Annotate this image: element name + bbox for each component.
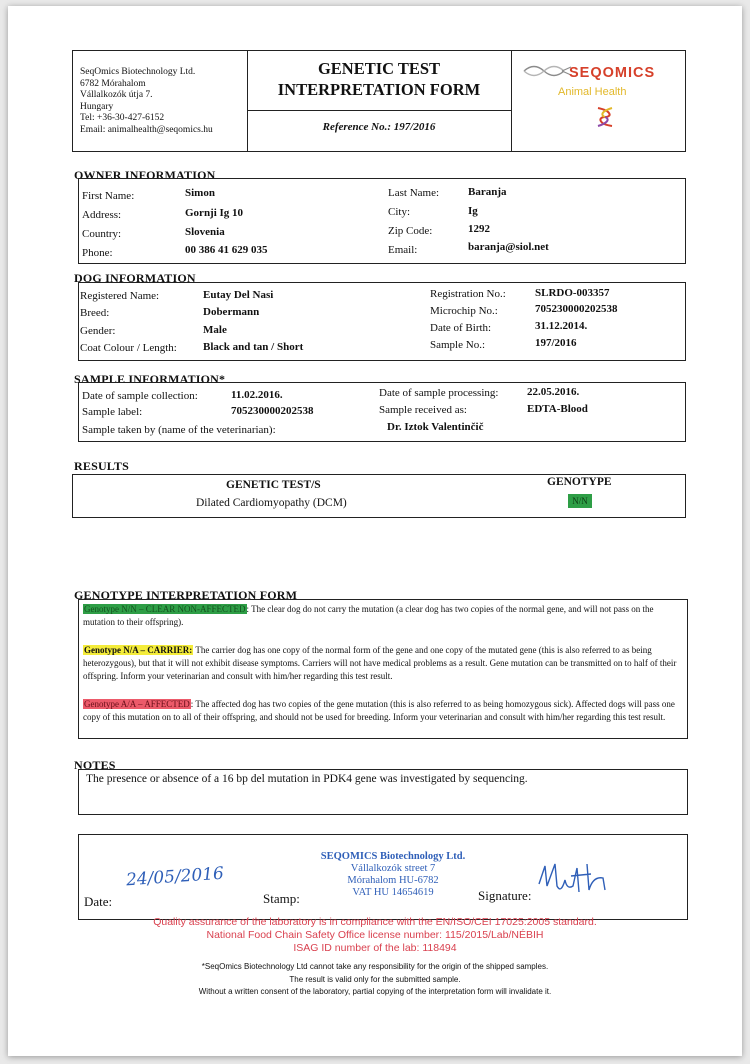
sample-vet: Dr. Iztok Valentinčič xyxy=(387,421,484,433)
form-title xyxy=(247,58,511,100)
sample-received: EDTA-Blood xyxy=(527,403,588,415)
interpretation-clear xyxy=(83,603,683,629)
sample-label: 705230000202538 xyxy=(231,405,314,417)
results-section-title: RESULTS xyxy=(74,459,129,473)
sample-label-label: Sample label: xyxy=(82,406,143,418)
footer-quality xyxy=(48,916,702,955)
dog-gender: Male xyxy=(203,324,227,336)
form-title-line2: INTERPRETATION FORM xyxy=(277,80,481,99)
footer-qa3: ISAG ID number of the lab: 118494 xyxy=(293,942,457,954)
owner-address: Gornji Ig 10 xyxy=(185,207,244,219)
company-name: SeqOmics Biotechnology Ltd. xyxy=(80,67,196,77)
stamp-line1: SEQOMICS Biotechnology Ltd. xyxy=(320,851,466,862)
logo-sub: Animal Health xyxy=(558,86,627,98)
stamp-line3: Mórahalom HU-6782 xyxy=(347,875,439,886)
reference-number: Reference No.: 197/2016 xyxy=(322,121,436,133)
dna-strands-icon xyxy=(522,62,574,80)
clear-genotype-text: : The clear dog do not carry the mutation (a clear dog has two copies of the normal gene, and will not pass on the mutation to their offspring). xyxy=(83,604,654,627)
sample-processing: 22.05.2016. xyxy=(527,386,580,398)
signoff-stamp-label: Stamp: xyxy=(263,891,300,906)
owner-last-name: Baranja xyxy=(468,186,507,198)
stamp-line2: Vállalkozók street 7 xyxy=(350,863,436,874)
owner-zip-label: Zip Code: xyxy=(388,225,433,237)
owner-country: Slovenia xyxy=(185,226,225,238)
header-divider-2 xyxy=(511,50,512,152)
carrier-genotype-tag: Genotype N/A – CARRIER: xyxy=(84,645,193,655)
footer-disclaimer xyxy=(48,961,702,999)
dog-sample-no: 197/2016 xyxy=(535,337,577,349)
company-logo xyxy=(518,58,684,138)
owner-phone: 00 386 41 629 035 xyxy=(185,244,268,256)
sample-collection-label: Date of sample collection: xyxy=(82,390,198,402)
owner-phone-label: Phone: xyxy=(82,247,113,259)
footer-qa1: Quality assurance of the laboratory is in compliance with the EN/ISO/CEI 17025:2005 standard. xyxy=(153,916,597,928)
owner-address-label: Address: xyxy=(82,209,122,221)
dog-microchip: 705230000202538 xyxy=(535,303,618,315)
results-col-genotype: GENOTYPE xyxy=(547,476,612,488)
carrier-genotype-text: The carrier dog has one copy of the normal form of the gene and one copy of the mutated gene (this is also referred to as being heterozygous), but that it will not exhibit disease symptoms. Carriers will not have medical problems as a result. Gene mutation can be transmitted on to half of their offspring. Inform your veterinarian and consult with him/her regarding this test result. xyxy=(83,645,677,681)
dna-helix-icon xyxy=(594,105,616,129)
dog-dob: 31.12.2014. xyxy=(535,320,588,332)
sample-vet-label: Sample taken by (name of the veterinarian): xyxy=(82,424,276,436)
dog-reg-name: Eutay Del Nasi xyxy=(203,289,274,301)
signoff-signature-label: Signature: xyxy=(478,888,532,903)
results-col-test: GENETIC TEST/S xyxy=(226,479,321,491)
footer-disc2: The result is valid only for the submitted sample. xyxy=(289,974,461,984)
dog-section-title: DOG INFORMATION xyxy=(74,271,196,285)
dog-breed: Dobermann xyxy=(203,306,260,318)
footer-disc1: *SeqOmics Biotechnology Ltd cannot take any responsibility for the origin of the shipped samples. xyxy=(201,962,549,971)
owner-box xyxy=(78,178,686,264)
dog-coat-label: Coat Colour / Length: xyxy=(80,342,177,354)
company-address1: 6782 Mórahalom xyxy=(80,78,146,89)
dog-breed-label: Breed: xyxy=(80,307,110,319)
company-country: Hungary xyxy=(80,101,114,112)
form-title-line1: GENETIC TEST xyxy=(317,59,441,78)
results-test-name: Dilated Cardiomyopathy (DCM) xyxy=(196,497,347,509)
dog-reg-no-label: Registration No.: xyxy=(430,288,506,300)
company-stamp xyxy=(308,851,478,899)
handwritten-signature xyxy=(533,856,623,906)
owner-email: baranja@siol.net xyxy=(468,241,549,253)
dog-sample-no-label: Sample No.: xyxy=(430,339,485,351)
owner-city: Ig xyxy=(468,205,478,217)
signoff-date-handwritten: 24/05/2016 xyxy=(125,863,225,891)
stamp-line4: VAT HU 14654619 xyxy=(352,887,434,898)
owner-zip: 1292 xyxy=(468,223,490,235)
footer-disc3: Without a written consent of the laboratory, partial copying of the interpretation form will invalidate it. xyxy=(198,987,552,996)
document-page xyxy=(8,6,742,1056)
interpretation-affected xyxy=(83,698,683,724)
notes-section-title: NOTES xyxy=(74,758,116,772)
owner-country-label: Country: xyxy=(82,228,122,240)
results-genotype-value: N/N xyxy=(572,496,588,506)
dog-coat: Black and tan / Short xyxy=(203,341,304,353)
notes-text: The presence or absence of a 16 bp del mutation in PDK4 gene was investigated by sequencing. xyxy=(86,773,528,785)
dog-microchip-label: Microchip No.: xyxy=(430,305,498,317)
signoff-date-label: Date: xyxy=(84,894,113,909)
dog-reg-no: SLRDO-003357 xyxy=(535,287,610,299)
owner-city-label: City: xyxy=(388,206,411,218)
sample-processing-label: Date of sample processing: xyxy=(379,387,499,399)
affected-genotype-text: : The affected dog has two copies of the gene mutation (this is also referred to as being homozygous sick). Affected dogs will pass one copy of this mutation on to all of their offspring, and should not be used for breeding. Inform your veterinarian and consult with him/her regarding this test result. xyxy=(83,699,675,722)
dog-dob-label: Date of Birth: xyxy=(430,322,492,334)
footer-qa2: National Food Chain Safety Office license number: 115/2015/Lab/NÉBIH xyxy=(206,929,544,941)
owner-last-name-label: Last Name: xyxy=(388,187,440,199)
dog-gender-label: Gender: xyxy=(80,325,116,337)
interpretation-carrier xyxy=(83,644,683,683)
interpretation-section-title: GENOTYPE INTERPRETATION FORM xyxy=(74,588,298,602)
results-genotype-badge xyxy=(568,494,592,508)
owner-section-title: OWNER INFORMATION xyxy=(74,168,216,182)
header-divider-3 xyxy=(247,110,511,111)
clear-genotype-tag: Genotype N/N – CLEAR NON-AFFECTED xyxy=(84,604,246,614)
logo-brand: SEQOMICS xyxy=(569,65,656,81)
owner-first-name-label: First Name: xyxy=(82,190,135,202)
company-email: Email: animalhealth@seqomics.hu xyxy=(80,124,213,135)
owner-first-name: Simon xyxy=(185,187,215,199)
company-tel: Tel: +36-30-427-6152 xyxy=(80,113,165,124)
sample-section-title: SAMPLE INFORMATION* xyxy=(74,372,226,386)
affected-genotype-tag: Genotype A/A – AFFECTED xyxy=(84,699,190,709)
sample-collection: 11.02.2016. xyxy=(231,389,283,401)
owner-email-label: Email: xyxy=(388,244,418,256)
sample-received-label: Sample received as: xyxy=(379,404,467,416)
company-block xyxy=(80,67,213,137)
dog-reg-name-label: Registered Name: xyxy=(80,290,160,302)
company-address2: Vállalkozók útja 7. xyxy=(80,90,153,101)
